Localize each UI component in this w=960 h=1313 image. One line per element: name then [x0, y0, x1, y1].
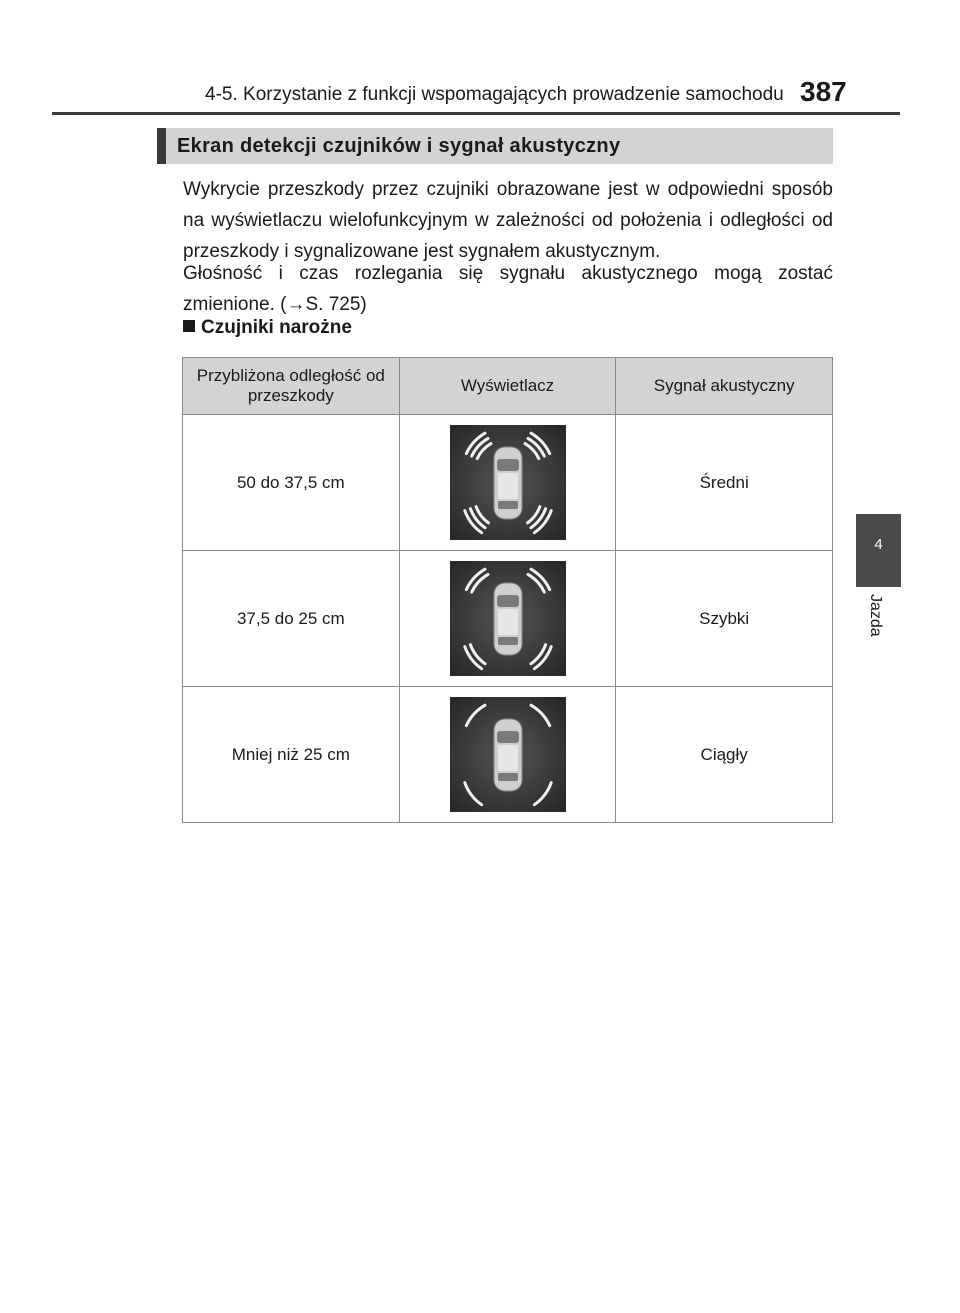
signal-cell: Szybki: [616, 551, 833, 687]
chapter-tab-number: 4: [874, 536, 883, 553]
header-section-title: 4-5. Korzystanie z funkcji wspomagających prowadzenie samochodu: [205, 84, 784, 105]
car-parking-sensor-display-icon: [401, 697, 615, 812]
car-rear-window: [498, 501, 518, 509]
chapter-tab-label: Jazda: [867, 594, 884, 637]
car-rear-window: [498, 773, 518, 781]
car-parking-sensor-display-icon: [401, 561, 615, 676]
car-windshield: [497, 731, 519, 743]
page-number: 387: [800, 76, 847, 107]
section-heading-text: Ekran detekcji czujników i sygnał akustyczny: [177, 135, 621, 157]
column-header-signal: Sygnał akustyczny: [616, 358, 833, 415]
display-cell: [399, 687, 616, 823]
paragraph-detection: Wykrycie przeszkody przez czujniki obrazowane jest w odpowiedni sposób na wyświetlaczu wielofunkcyjnym w zależności od położenia i odległości od przeszkody i sygnalizowane jest sygnałem akustycznym.: [183, 179, 833, 262]
table-row: [183, 415, 833, 551]
signal-cell: Ciągły: [616, 687, 833, 823]
column-header-distance: Przybliżona odległość od przeszkody: [183, 358, 400, 415]
subheading: [183, 317, 352, 339]
table-header-row: [183, 358, 833, 415]
subheading-text: Czujniki narożne: [201, 317, 352, 338]
display-cell: [399, 415, 616, 551]
distance-cell: Mniej niż 25 cm: [183, 687, 400, 823]
signal-cell: Średni: [616, 415, 833, 551]
car-rear-window: [498, 637, 518, 645]
car-roof: [498, 609, 518, 635]
square-bullet-icon: [183, 320, 195, 332]
car-windshield: [497, 459, 519, 471]
display-cell: [399, 551, 616, 687]
header-divider: [52, 112, 900, 115]
section-heading: [157, 128, 833, 164]
paragraph-volume: Głośność i czas rozlegania się sygnału akustycznego mogą zostać zmienione. (→S. 725): [183, 263, 833, 315]
table-row: [183, 551, 833, 687]
table-row: [183, 687, 833, 823]
car-roof: [498, 745, 518, 771]
distance-cell: 50 do 37,5 cm: [183, 415, 400, 551]
car-parking-sensor-display-icon: [401, 425, 615, 540]
section-heading-bar: [157, 128, 166, 164]
distance-cell: 37,5 do 25 cm: [183, 551, 400, 687]
column-header-display: Wyświetlacz: [399, 358, 616, 415]
car-windshield: [497, 595, 519, 607]
car-roof: [498, 473, 518, 499]
chapter-tab[interactable]: [856, 514, 901, 587]
sensor-table: [182, 357, 833, 823]
